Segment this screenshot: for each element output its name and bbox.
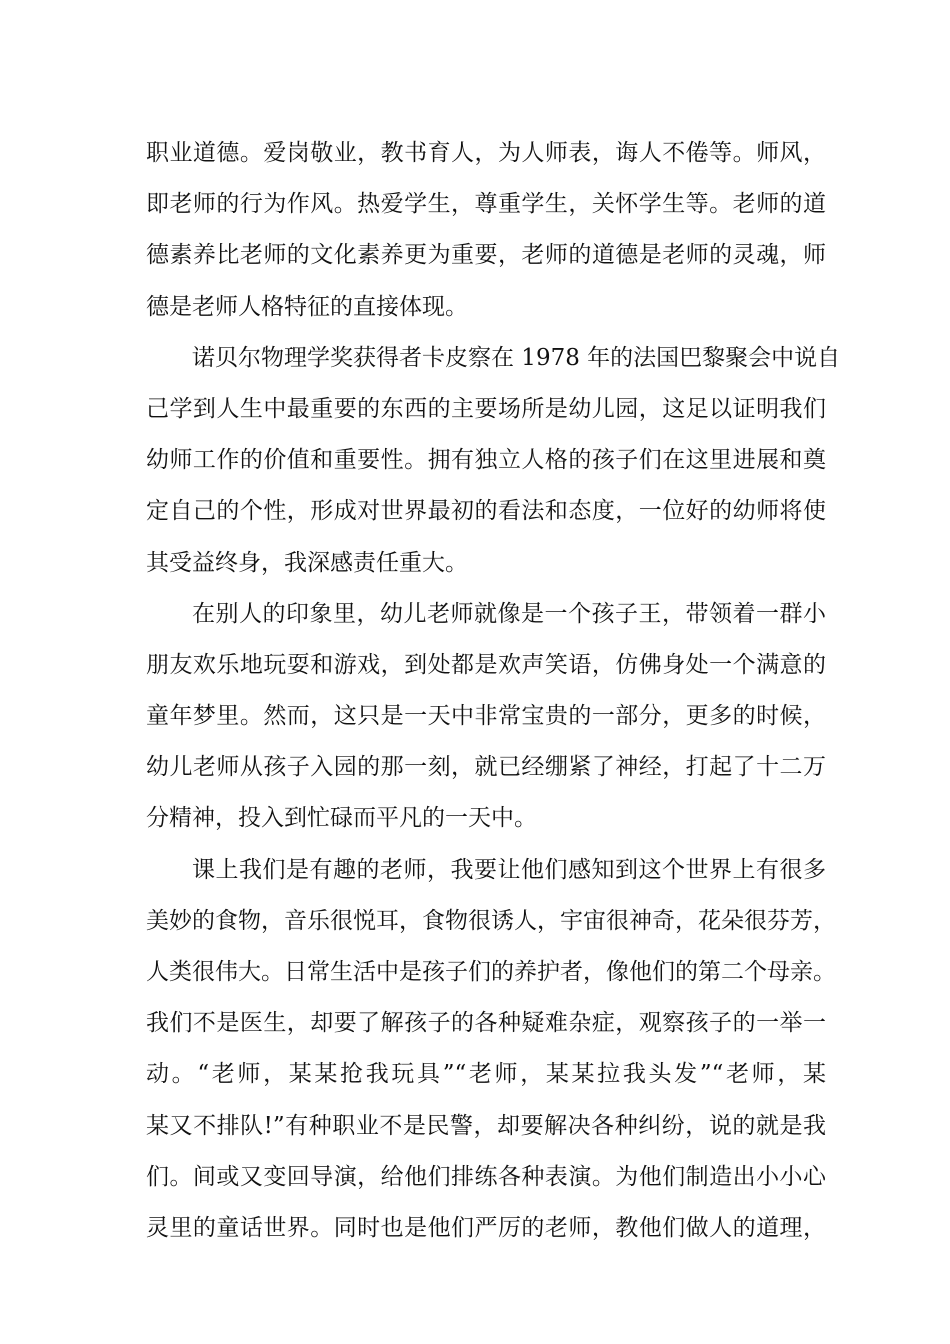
text-line: 灵里的童话世界。同时也是他们严厉的老师，教他们做人的道理， [146, 1214, 826, 1241]
text-line: 其受益终身，我深感责任重大。 [146, 549, 468, 576]
text-line: 幼师工作的价值和重要性。拥有独立人格的孩子们在这里进展和奠 [146, 447, 826, 474]
text-line: 幼儿老师从孩子入园的那一刻，就已经绷紧了神经，打起了十二万 [146, 754, 826, 781]
text-line: 即老师的行为作风。热爱学生，尊重学生，关怀学生等。老师的道 [146, 191, 826, 218]
text-line: 定自己的个性，形成对世界最初的看法和态度，一位好的幼师将使 [146, 498, 826, 525]
text-line: 们。间或又变回导演，给他们排练各种表演。为他们制造出小小心 [146, 1163, 826, 1190]
paragraph-start-line: 诺贝尔物理学奖获得者卡皮察在 1978 年的法国巴黎聚会中说自 [192, 344, 841, 371]
text-line: 动。“老师，某某抢我玩具”“老师，某某拉我头发”“老师，某 [146, 1061, 826, 1088]
text-line: 人类很伟大。日常生活中是孩子们的养护者，像他们的第二个母亲。 [146, 959, 836, 985]
text-line: 童年梦里。然而，这只是一天中非常宝贵的一部分，更多的时候， [146, 703, 826, 730]
text-line: 美妙的食物，音乐很悦耳，食物很诱人，宇宙很神奇，花朵很芬芳， [146, 907, 836, 934]
text-line: 己学到人生中最重要的东西的主要场所是幼儿园，这足以证明我们 [146, 395, 826, 422]
text-line: 分精神，投入到忙碌而平凡的一天中。 [146, 805, 537, 832]
text-line: 我们不是医生，却要了解孩子的各种疑难杂症，观察孩子的一举一 [146, 1010, 826, 1037]
text-line: 朋友欢乐地玩耍和游戏，到处都是欢声笑语，仿佛身处一个满意的 [146, 651, 826, 678]
body-text [146, 128, 841, 1254]
text-line: 职业道德。爱岗敬业，教书育人，为人师表，诲人不倦等。师风， [146, 140, 826, 166]
paragraph-start-line: 在别人的印象里，幼儿老师就像是一个孩子王，带领着一群小 [192, 600, 826, 627]
paragraph-start-line: 课上我们是有趣的老师，我要让他们感知到这个世界上有很多 [192, 856, 826, 883]
text-line: 某又不排队!”有种职业不是民警，却要解决各种纠纷，说的就是我 [146, 1112, 826, 1139]
text-line: 德是老师人格特征的直接体现。 [146, 293, 468, 320]
text-line: 德素养比老师的文化素养更为重要，老师的道德是老师的灵魂，师 [146, 242, 826, 269]
